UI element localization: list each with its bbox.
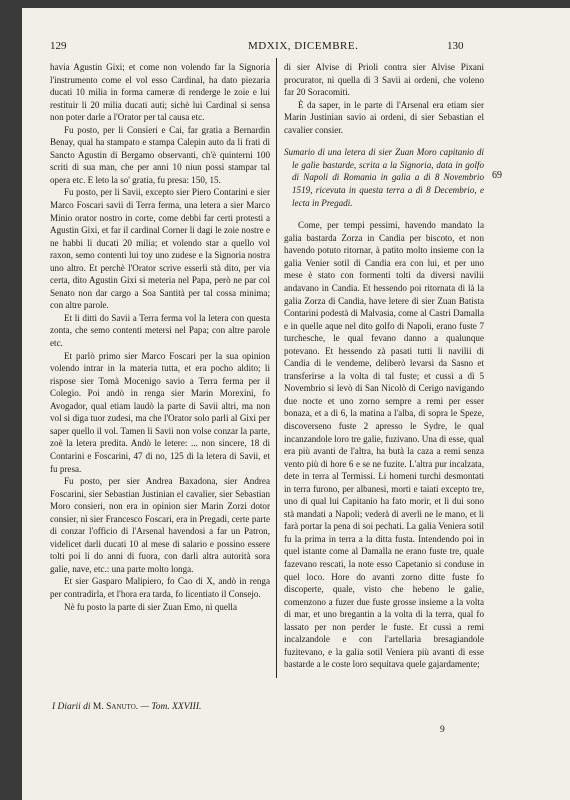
footer-prefix: I Diarii di [52, 702, 91, 712]
right-page-number: 130 [447, 40, 464, 52]
paragraph: Fu posto, per sier Andrea Baxadona, sier Andrea Foscarini, sier Sebastian Justinian el cavalier, sier Sebastian Moro consieri, non era in opinion sier Marin Zorzi dotor consier, nì sier Francesco Foscari, era in Pregadi, certe parte di conzar l'officio di l'Arsenal havendosi a far un Patron, videlicet darli ducati 10 al mese di salario e possino essere tolti poi li do anni di fuora, con darli altra autorità sora galie, nave, etc.: una parte molto longa. [50, 476, 270, 574]
footer-author: M. Sanuto. [92, 702, 139, 712]
left-column [50, 61, 270, 613]
footer-volume: — Tom. XXVIII. [140, 702, 202, 712]
paragraph: di sier Alvise di Prioli contra sier Alvise Pixani procurator, nì quella di 3 Savii ai ordeni, che voleno far 20 Soracomiti. [284, 62, 484, 98]
paragraph: Et li ditti do Savii a Terra ferma vol la letera con questa zonta, che semo contenti metersi nel Papa; con altre parole etc. [50, 312, 270, 349]
paragraph: Nè fu posto la parte di sier Zuan Emo, nì quella [64, 601, 237, 612]
signature-mark: 9 [440, 725, 445, 735]
book-page [22, 8, 570, 800]
column-divider [276, 58, 277, 678]
paragraph: havia Agustin Gixi; et come non volendo far la Signoria l'instrumento come el vol esso Cardinal, ha dato piezaria ducati 10 milia in forma cameræ di renderge le zoie e lui restituir li 20 milia ducati auti; sichè lui Cardinal si sensa non poter darle a l'Orator per tal causa etc. [50, 62, 270, 123]
paragraph: Et parlò primo sier Marco Foscari per la sua opinion volendo intrar in la materia tutta, et era pocho aldito; li rispose sier Tomà Mocenigo savio a Terra ferma per il Colegio. Poi andò in renga sier Marin Morexini, fo Avogador, qual etiam laudò la parte di Savii altri, ma non vol si diga tuor zudesi, ma che l'Orator solo parli al Gixi per saper quello il vol. Tamen li Savii non volse conzar la parte, zoè la letera predita. Andò le letere: ... non sincere, 18 di Contarini e Foscarini, 47 di no, 125 di la letera di Savii, et fu presa. [50, 350, 270, 474]
right-column [284, 61, 484, 671]
paragraph: Fu posto, per li Consieri e Cai, far gratia a Bernardin Benay, qual ha stampato e stampa Calepin auto da li frati di Sancto Agustin di Bergamo observanti, ch'è quinterni 100 scriti di sua man, che per anni 10 niun possi stampar tal opera etc. E leto la so' gratia, fu presa: 150, 15. [50, 124, 270, 185]
letter-summary-heading: Sumario di una letera di sier Zuan Moro capitanio di le galie bastarde, scrita a la Signoria, data in golfo di Napoli di Romania in galia a dì 8 Novembrio 1519, ricevuta in questa terra a dì 8 Decembrio, e lecta in Pregadi. [284, 147, 484, 208]
running-title: MDXIX, DICEMBRE. [248, 40, 359, 52]
paragraph: Come, per tempi pessimi, havendo mandato la galia bastarda Zorza in Candia per biscoto, et non havendo potuto ritornar, à patito molto insieme con la galia Venier sotil di Candia era con lui, et per uno mese è stato con formenti tolti da diversi navilii andavano in Candia. Et hessendo poi ritornata di là la galia Zorza di Candia, have letere di sier Zuan Batista Contarini podestà di Malvasia, come al Castri Damalla e in quelle aque nel dito golfo di Napoli, erano fuste 7 turchesche, le qual fevano danno a qualunque potevano. Et hessendo zà pasati tutti li navilii di Candia di le vendeme, deliberò levarsi da Sasno et transferirse a la volta di tal fuste; et cussì a dì 5 Novembrio si levò di San Nicolò di Cerigo navigando due nocte et uno zorno sempre a remi per esser bonaza, et a dì 6, la matina a l'alba, di sopra le Speze, discoverseno fuste 2 apresso le Sydre, le qual incanzandole loro tre galie, fuzivano. Una di esse, qual era più avanti de l'altra, ha butà la caza a remi senza vento più di hore 6 e se ne fuzite. L'altra pur incalzata, dete in terra al Termissi. Li homeni turchi desmontati in terra furono, per albanesi, morti e taiati excepto tre, uno di qual lui Capitanio ha fato morir, et li dui sono stà mandati a Napoli; vederà di averli ne le mano, et li farà portar la pena di soi pechati. La galia Veniera sotil fu la prima in terra a la ditta fusta. Intendendo poi in quel istante come al Damalla ne erano fuste tre, quale fazevano rescati, la note esso Capetanio si conduse in quel loco. Hore do avanti zorno ditte fuste fo discoperte, quale, visto che hebeno le galie, comenzono a fuzer due fuste grosse insieme a la volta di mar, et uno bregantin a la volta di la terra, qual fo lassato per non perder le fuste. Et cussì a remi incalzandole e con l'artellaria bresagiandole fuzitevano, e la galia sotil Veniera più avanti di esse bastarde a le coste loro sequitava quele gajardamente; [284, 220, 484, 670]
margin-number: 69 [492, 170, 502, 181]
paragraph: Fu posto, per li Savii, excepto sier Piero Contarini e sier Marco Foscari savii di Terra ferma, una letera a sier Marco Minio orator nostro in corte, come debbi far certi protesti a Agustin Gixi, et far il cardinal Corner li dagi le zoie nostre e ne habbi li ducati 20 milia; et volendo star a quello vol raxon, semo contenti lui toy uno zudese e la Signoria nostra uno altro. Et perchè l'Orator scrive esserli stà dito, per via certa, dito Agustin Gixi si meteria nel Papa, però ne par col Senato non dar cargo a Soa Santità per tal cossa minima; con altre parole. [50, 187, 270, 311]
paragraph: Et sier Gasparo Malipiero, fo Cao di X, andò in renga per contradirla, et l'hora era tarda, fo licentiato il Consejo. [50, 576, 270, 599]
paragraph: È da saper, in le parte di l'Arsenal era etiam sier Marin Justinian savio ai ordeni, di sier Sebastian el cavalier consier. [284, 99, 484, 135]
left-page-number: 129 [50, 40, 67, 52]
footer [52, 702, 201, 712]
